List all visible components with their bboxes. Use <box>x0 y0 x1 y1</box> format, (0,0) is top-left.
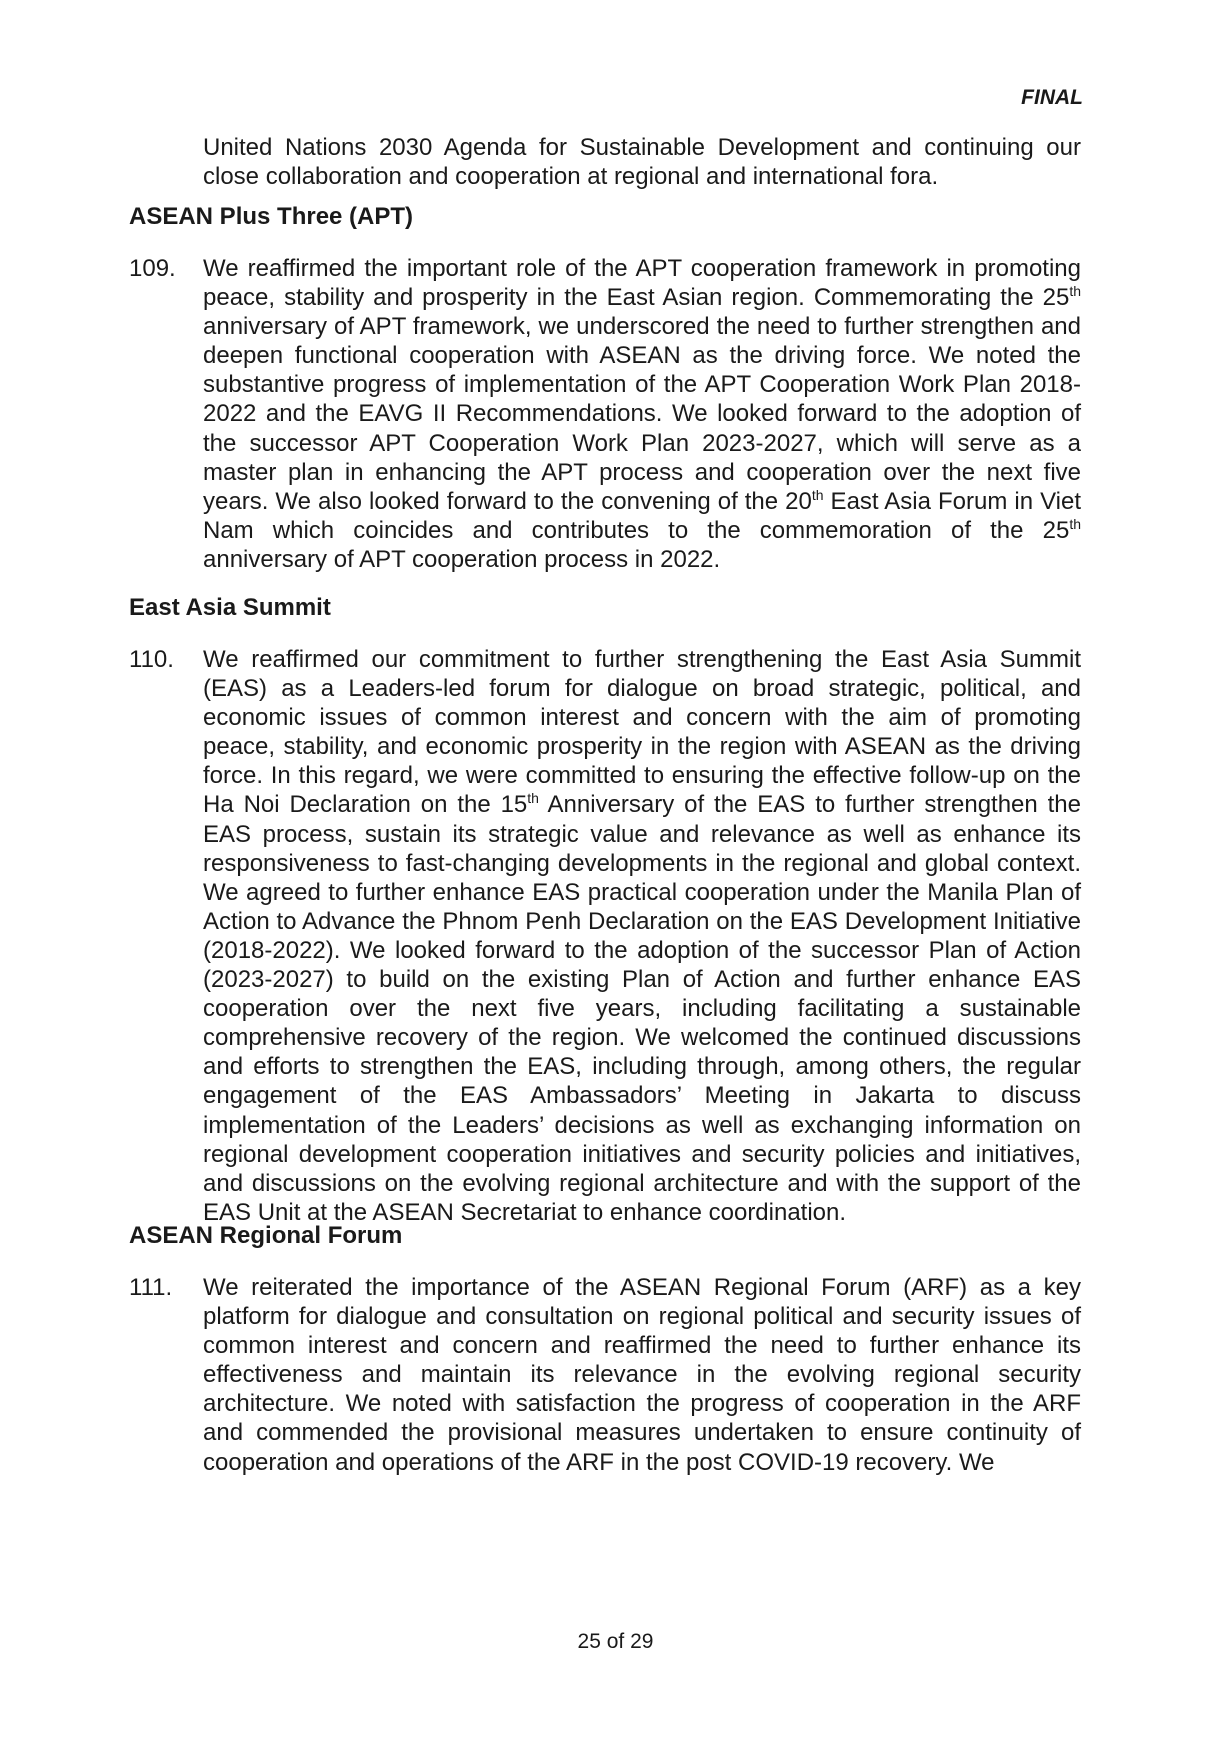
continuation-paragraph: United Nations 2030 Agenda for Sustainable Development and continuing our close collaboration and cooperation at regional and international fora. <box>203 134 1081 191</box>
paragraph-number: 109. <box>129 255 176 282</box>
page-number: 25 of 29 <box>577 1630 654 1653</box>
final-label: FINAL <box>1021 86 1083 109</box>
paragraph-text <box>203 645 1081 1227</box>
superscript: th <box>1069 283 1081 300</box>
text-run: We reaffirmed our commitment to further strengthening the East Asia Summit (EAS) as a Leaders-led forum for dialogue on broad strategic, political, and economic issues of common interest and concern with the aim of promoting peace, stability, and economic prosperity in the region with ASEAN as the driving force. In this regard, we were committed to ensuring the effective follow-up on the Ha Noi Declaration on the 15 <box>203 646 1081 819</box>
text-run: East Asia Forum in Viet Nam which coincides and contributes to the commemoration of the 25 <box>203 487 1081 544</box>
text-run: We reiterated the importance of the ASEAN Regional Forum (ARF) as a key platform for dialogue and consultation on regional political and security issues of common interest and concern and reaffirmed the need to further enhance its effectiveness and maintain its relevance in the evolving regional security architecture. We noted with satisfaction the progress of cooperation in the ARF and commended the provisional measures undertaken to ensure continuity of cooperation and operations of the ARF in the post COVID-19 recovery. We <box>203 1274 1081 1476</box>
superscript: th <box>527 790 539 807</box>
paragraph-number: 111. <box>129 1274 173 1301</box>
text-run: We reaffirmed the important role of the APT cooperation framework in promoting peace, stability and prosperity in the East Asian region. Commemorating the 25 <box>203 255 1081 312</box>
text-run: anniversary of APT cooperation process in 2022. <box>203 545 721 573</box>
paragraph-number: 110. <box>129 646 174 673</box>
section-heading-eas: East Asia Summit <box>129 594 331 621</box>
superscript: th <box>1069 515 1081 532</box>
paragraph-text <box>203 254 1081 574</box>
superscript: th <box>811 486 824 503</box>
paragraph-text <box>203 1273 1081 1477</box>
section-heading-apt: ASEAN Plus Three (APT) <box>129 203 414 230</box>
paragraph-109 <box>129 254 1081 574</box>
paragraph-110 <box>129 645 1081 1227</box>
text-run: anniversary of APT framework, we underscored the need to further strengthen and deepen functional cooperation with ASEAN as the driving force. We noted the substantive progress of implementation of the APT Cooperation Work Plan 2018-2022 and the EAVG II Recommendations. We looked forward to the adoption of the successor APT Cooperation Work Plan 2023-2027, which will serve as a master plan in enhancing the APT process and cooperation over the next five years. We also looked forward to the convening of the 20 <box>203 313 1081 515</box>
paragraph-111 <box>129 1273 1081 1477</box>
section-heading-arf: ASEAN Regional Forum <box>129 1222 403 1249</box>
text-run: Anniversary of the EAS to further strengthen the EAS process, sustain its strategic value and relevance as well as enhance its responsiveness to fast-changing developments in the regional and global context. We agreed to further enhance EAS practical cooperation under the Manila Plan of Action to Advance the Phnom Penh Declaration on the EAS Development Initiative (2018-2022). We looked forward to the adoption of the successor Plan of Action (2023-2027) to build on the existing Plan of Action and further enhance EAS cooperation over the next five years, including facilitating a sustainable comprehensive recovery of the region. We welcomed the continued discussions and efforts to strengthen the EAS, including through, among others, the regular engagement of the EAS Ambassadors’ Meeting in Jakarta to discuss implementation of the Leaders’ decisions as well as exchanging information on regional development cooperation initiatives and security policies and initiatives, and discussions on the evolving regional architecture and with the support of the EAS Unit at the ASEAN Secretariat to enhance coordination. <box>203 791 1082 1226</box>
